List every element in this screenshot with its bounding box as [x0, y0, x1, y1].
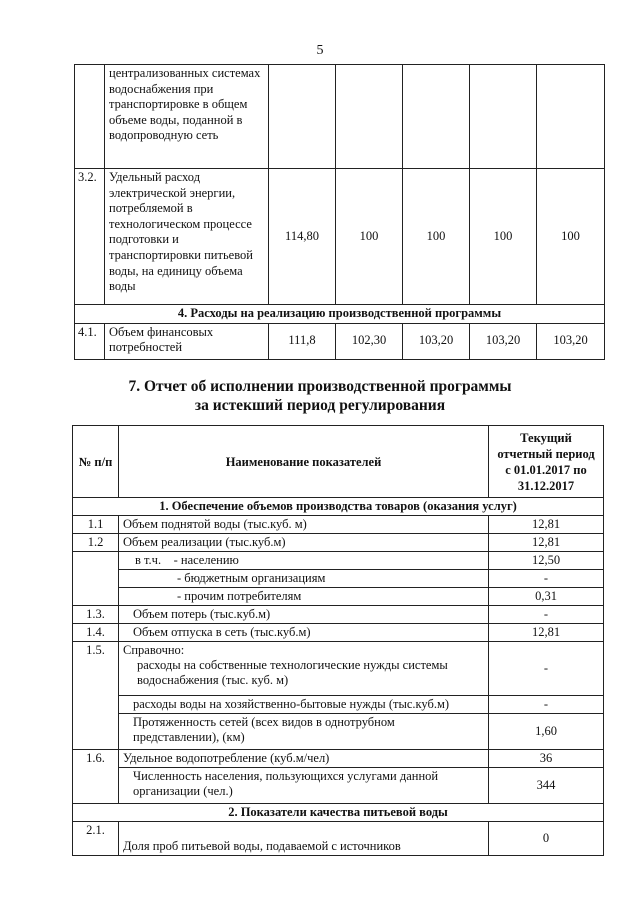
- row-label: Справочно:: [123, 643, 185, 657]
- row-name: централизованных системах водоснабжения при транспортировке в общем объеме воды, поданной в водопроводную сеть: [105, 65, 269, 169]
- page-number: 5: [316, 43, 324, 58]
- row-name: Протяженность сетей (всех видов в однотрубном представлении), (км): [119, 714, 489, 750]
- table-row: [75, 323, 605, 359]
- report-title: [0, 377, 640, 415]
- row-name: Доля проб питьевой воды, подаваемой с источников: [119, 822, 489, 856]
- value-cell: 12,81: [489, 534, 604, 552]
- row-name: - бюджетным организациям: [119, 570, 489, 588]
- table-row: [73, 624, 604, 642]
- header-row: [73, 426, 604, 498]
- row-name: Объем реализации (тыс.куб.м): [119, 534, 489, 552]
- table-row: [73, 570, 604, 588]
- row-name: Объем потерь (тыс.куб.м): [119, 606, 489, 624]
- row-name: [119, 642, 489, 696]
- row-number: [73, 588, 119, 606]
- row-number: 1.3.: [73, 606, 119, 624]
- table-row: [73, 714, 604, 750]
- table-row: [73, 768, 604, 804]
- title-line-2: за истекший период регулирования: [194, 397, 446, 414]
- row-name: Объем отпуска в сеть (тыс.куб.м): [119, 624, 489, 642]
- value-cell: 100: [336, 169, 403, 305]
- value-cell: 114,80: [269, 169, 336, 305]
- row-name: Удельное водопотребление (куб.м/чел): [119, 750, 489, 768]
- row-number: 1.2: [73, 534, 119, 552]
- row-number: 1.6.: [73, 750, 119, 768]
- row-number: [73, 552, 119, 570]
- header-name: Наименование показателей: [119, 426, 489, 498]
- value-cell: 1,60: [489, 714, 604, 750]
- table-row: [73, 552, 604, 570]
- value-cell: 0,31: [489, 588, 604, 606]
- table-row: [73, 642, 604, 696]
- value-cell: 103,20: [470, 323, 537, 359]
- value-cell: 103,20: [403, 323, 470, 359]
- value-cell: 111,8: [269, 323, 336, 359]
- value-cell: 344: [489, 768, 604, 804]
- row-number: [73, 570, 119, 588]
- row-number: 1.5.: [73, 642, 119, 696]
- header-number: № п/п: [73, 426, 119, 498]
- value-cell: -: [489, 642, 604, 696]
- row-number: [73, 714, 119, 750]
- row-name: в т.ч. - населению: [119, 552, 489, 570]
- value-cell: 12,50: [489, 552, 604, 570]
- value-cell: 12,81: [489, 516, 604, 534]
- table-row: [73, 750, 604, 768]
- table-row: [73, 822, 604, 856]
- row-name: Численность населения, пользующихся услугами данной организации (чел.): [119, 768, 489, 804]
- table-row: [73, 534, 604, 552]
- program-indicators-table: [74, 64, 605, 360]
- report-table: [72, 425, 604, 856]
- value-cell: -: [489, 570, 604, 588]
- table-row: [73, 696, 604, 714]
- section-row: [75, 305, 605, 324]
- row-number: [73, 696, 119, 714]
- title-line-1: 7. Отчет об исполнении производственной программы: [128, 378, 512, 395]
- value-cell: -: [489, 606, 604, 624]
- value-cell: 100: [470, 169, 537, 305]
- row-number: 3.2.: [75, 169, 105, 305]
- table-row: [75, 169, 605, 305]
- value-cell: -: [489, 696, 604, 714]
- section-title: 2. Показатели качества питьевой воды: [73, 804, 604, 822]
- row-number: 4.1.: [75, 323, 105, 359]
- section-title: 4. Расходы на реализацию производственной программы: [75, 305, 605, 324]
- row-name: расходы воды на хозяйственно-бытовые нужды (тыс.куб.м): [119, 696, 489, 714]
- table-row: [73, 588, 604, 606]
- value-cell: 102,30: [336, 323, 403, 359]
- value-cell: 12,81: [489, 624, 604, 642]
- value-cell: 36: [489, 750, 604, 768]
- section-row: [73, 498, 604, 516]
- value-cell: 103,20: [537, 323, 605, 359]
- table-row: [75, 65, 605, 169]
- row-number: 2.1.: [73, 822, 119, 856]
- row-name: - прочим потребителям: [119, 588, 489, 606]
- value-cell: 100: [537, 169, 605, 305]
- row-name: Объем поднятой воды (тыс.куб. м): [119, 516, 489, 534]
- value-cell: 0: [489, 822, 604, 856]
- row-name: Удельный расход электрической энергии, потребляемой в технологическом процессе подготовки и транспортировки питьевой воды, на единицу объема воды: [105, 169, 269, 305]
- section-row: [73, 804, 604, 822]
- value-cell: 100: [403, 169, 470, 305]
- row-sublabel: расходы на собственные технологические нужды системы водоснабжения (тыс. куб. м): [137, 658, 448, 687]
- row-number: 1.4.: [73, 624, 119, 642]
- row-number: 1.1: [73, 516, 119, 534]
- row-name: Объем финансовых потребностей: [105, 323, 269, 359]
- table-row: [73, 516, 604, 534]
- table-row: [73, 606, 604, 624]
- header-period: Текущий отчетный период с 01.01.2017 по 31.12.2017: [489, 426, 604, 498]
- row-number: [73, 768, 119, 804]
- section-title: 1. Обеспечение объемов производства товаров (оказания услуг): [73, 498, 604, 516]
